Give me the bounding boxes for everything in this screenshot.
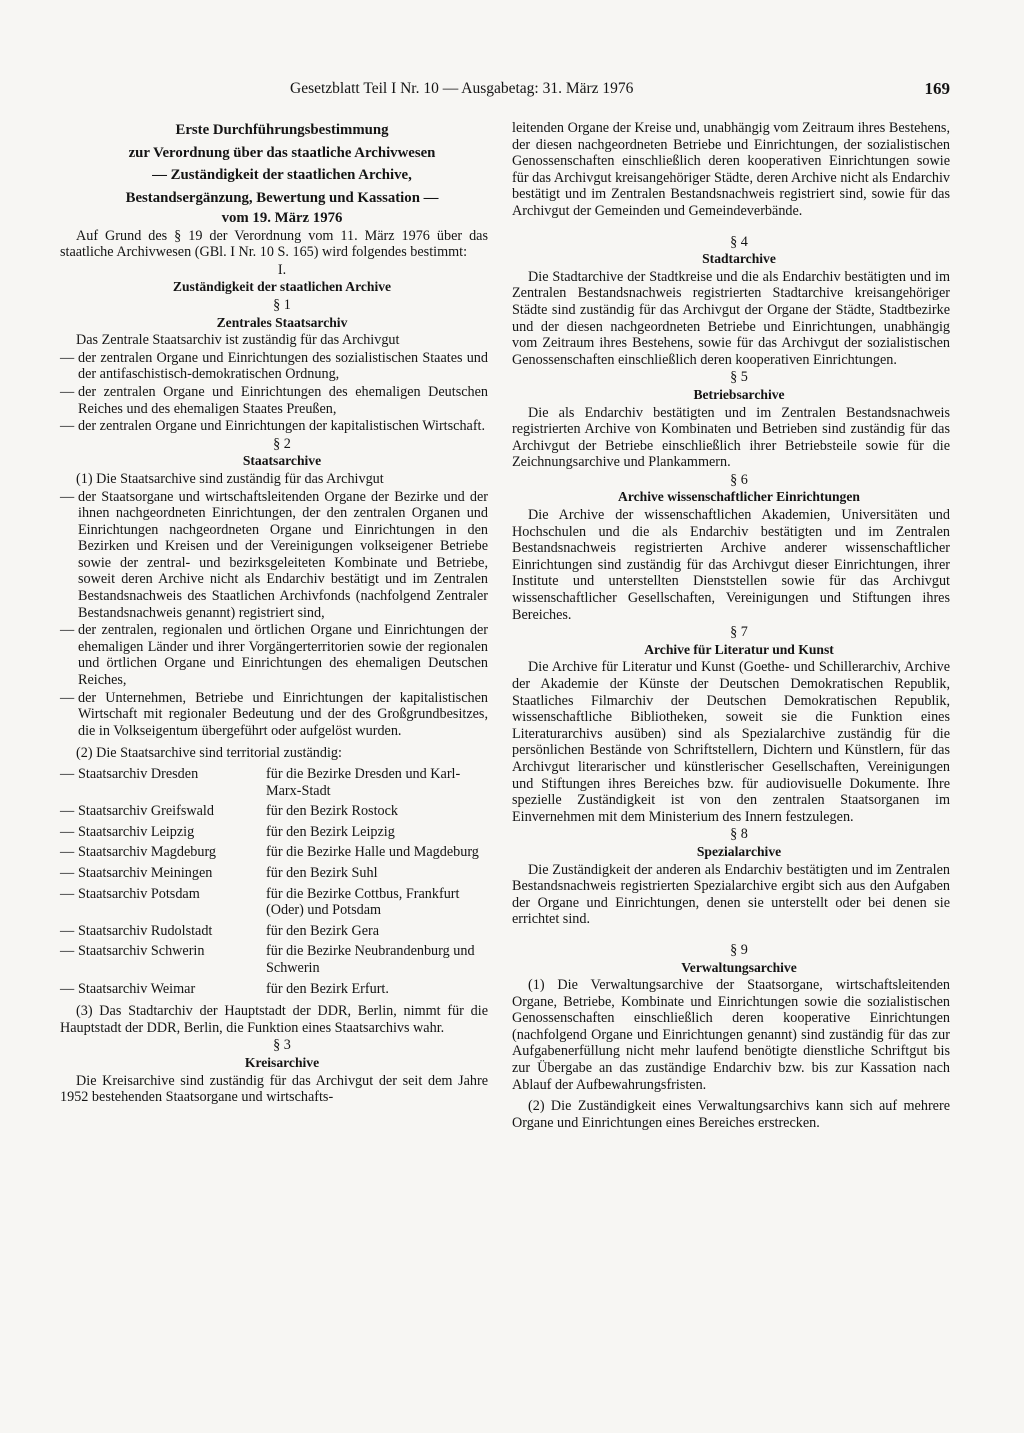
archive-row: — Staatsarchiv Potsdam für die Bezirke Cottbus, Frankfurt (Oder) und Potsdam [60,885,460,919]
section-9-title: Verwaltungsarchive [681,959,797,975]
archive-row: — Staatsarchiv Magdeburg für die Bezirke Halle und Magdeburg [60,844,479,861]
section-5-title: Betriebsarchive [693,386,785,402]
document-date: vom 19. März 1976 [221,210,343,226]
archive-list [60,766,488,997]
section-9-number: § 9 [730,941,748,958]
section-8-text: Die Zuständigkeit der anderen als Endarchiv bestätigten und im Zentralen Bestandsnachweis registrierten Spezialarchive ergibt sich aus den Aufgaben der Organe und Einrichtungen, denen sie unterstellt oder bei denen sie errichtet sind. [512,861,950,928]
section-6-title: Archive wissenschaftlicher Einrichtungen [618,489,860,505]
section-8-number: § 8 [730,826,748,843]
section-9-para-2: (2) Die Zuständigkeit eines Verwaltungsarchivs kann sich auf mehrere Organe und Einrichtungen eines Bereiches erstrecken. [512,1098,950,1131]
archive-row: — Staatsarchiv Dresden für die Bezirke Dresden und Karl-Marx-Stadt [60,766,461,799]
page-number: 169 [924,79,950,98]
archive-row: — Staatsarchiv Leipzig für den Bezirk Leipzig [60,823,395,840]
list-item: — der zentralen, regionalen und örtlichen Organe und Einrichtungen der ehemaligen Länder und ihrer Vorgängerterritorien sowie der regionalen und örtlichen Organe und Einrichtungen des ehemaligen Deutschen Reiches, [60,622,488,689]
part-number: I. [277,261,287,278]
section-1-number: § 1 [273,296,291,313]
list-item: — der Unternehmen, Betriebe und Einrichtungen der kapitalistischen Wirtschaft mit regionaler Bedeutung und der des Großgrundbesitzes, die in Volkseigentum übergeführt oder aufgelöst wurden. [60,689,488,739]
document-title-line-2: zur Verordnung über das staatliche Archivwesen [128,144,436,161]
section-5-text: Die als Endarchiv bestätigten und im Zentralen Bestandsnachweis registrierten Archive von Kombinaten und Betrieben sind zuständig für das Archivgut der Betriebe einschließlich ihrer Betriebsteile sowie für die Zeichnungsarchive und Plankammern. [512,404,950,471]
section-2-title: Staatsarchive [242,453,322,469]
archive-row: — Staatsarchiv Schwerin für die Bezirke Neubrandenburg und Schwerin [60,943,475,976]
left-column [60,120,488,1107]
document-title-line-4: Bestandsergänzung, Bewertung und Kassation — [125,189,439,206]
right-column [512,120,950,1132]
section-1-title: Zentrales Staatsarchiv [216,314,348,330]
section-7-title: Archive für Literatur und Kunst [644,641,834,657]
document-title-line-1: Erste Durchführungsbestimmung [175,122,389,138]
section-9-para-1: (1) Die Verwaltungsarchive der Staatsorgane, wirtschaftsleitenden Organe, Betriebe, Kombinate und Einrichtungen sowie die sozialistischen Genossenschaften einschließlich deren kooperative Einrichtungen (nachfolgend Organe und Einrichtungen genannt) sind zuständig für das zur Aufgabenerfüllung nicht mehr laufend benötigte dienstliche Schriftgut bis zur Übergabe an das zuständige Endarchiv bzw. bis zur Kassation nach Ablauf der Aufbewahrungsfristen. [512,977,950,1093]
section-4-text: Die Stadtarchive der Stadtkreise und die als Endarchiv bestätigten und im Zentralen Bestandsnachweis registrierten Stadtarchive kreisangehöriger Städte sind zuständig für das Archivgut der Organe der Städte, Stadtbezirke und der diesen nachgeordneten Betriebe und Einrichtungen, unabhängig vom Zeitraum ihres Bestehens, sowie für das Archivgut der sozialistischen Genossenschaften einschließlich deren kooperativen Einrichtungen. [512,268,950,368]
list-item: — der zentralen Organe und Einrichtungen des ehemaligen Deutschen Reiches und des ehemaligen Staates Preußen, [60,383,488,417]
section-3-text-start: Die Kreisarchive sind zuständig für das Archivgut der seit dem Jahre 1952 bestehenden Staatsorgane und wirtschafts- [60,1072,488,1106]
section-2-para-1: (1) Die Staatsarchive sind zuständig für das Archivgut [76,470,384,487]
archive-row: — Staatsarchiv Rudolstadt für den Bezirk Gera [60,922,380,939]
intro-paragraph: Auf Grund des § 19 der Verordnung vom 11. März 1976 über das staatliche Archivwesen (GBl. I Nr. 10 S. 165) wird folgendes bestimmt: [60,227,488,261]
section-6-text: Die Archive der wissenschaftlichen Akademien, Universitäten und Hochschulen und die als Endarchiv bestätigten und im Zentralen Bestandsnachweis registrierten Archive anderer wissenschaftlicher Einrichtungen sind zuständig für das Archivgut dieser Einrichtungen, ihrer Institute und unterstellten Dienststellen sowie für das Archivgut wissenschaftlicher Gesellschaften, Vereinigungen und Stiftungen ihres Bereiches. [512,507,950,623]
section-3-text-continued: leitenden Organe der Kreise und, unabhängig vom Zeitraum ihres Bestehens, der diesen nachgeordneten Betriebe und Einrichtungen, der sozialistischen Genossenschaften einschließlich deren kooperativen Einrichtungen sowie für das Archivgut kreisangehöriger Städte, deren Archive nicht als Endarchiv bestätigt und im Zentralen Bestandsnachweis registriert sind, sowie für das Archivgut der Gemeinden und Gemeindeverbände. [512,120,950,219]
list-item: — der zentralen Organe und Einrichtungen des sozialistischen Staates und der antifaschistisch-demokratischen Ordnung, [60,349,488,383]
document-title-line-3: — Zuständigkeit der staatlichen Archive, [152,167,412,183]
section-2-para-3: (3) Das Stadtarchiv der Hauptstadt der DDR, Berlin, nimmt für die Hauptstadt der DDR, Berlin, die Funktion eines Staatsarchivs wahr. [60,1003,488,1036]
section-4-title: Stadtarchive [702,251,776,267]
archive-row: — Staatsarchiv Meiningen für den Bezirk Suhl [60,864,378,881]
section-7-number: § 7 [730,624,748,641]
header-line: Gesetzblatt Teil I Nr. 10 — Ausgabetag: 31. März 1976 [290,80,634,97]
archive-row: — Staatsarchiv Greifswald für den Bezirk Rostock [60,803,398,820]
section-2-para-2: (2) Die Staatsarchive sind territorial zuständig: [76,745,342,762]
page-header [290,80,950,104]
section-7-text: Die Archive für Literatur und Kunst (Goethe- und Schillerarchiv, Archive der Akademie der Künste der Deutschen Demokratischen Republik, Staatliches Filmarchiv der Deutschen Demokratischen Republik, wissenschaftliche Bibliotheken, soweit sie die Funktion eines Literaturarchivs ausüben) sind als Spezialarchive zuständig für die persönlichen Bestände von Schriftstellern, Dichtern und Künstlern, für das Archivgut literarischer und künstlerischer Gesellschaften, Vereinigungen und Stiftungen ihres Bereiches bzw. für audiovisuelle Dokumente. Ihre spezielle Zuständigkeit ist von den zentralen Staatsorganen im Einvernehmen mit dem Ministerium des Innern festzulegen. [512,659,950,825]
archive-row: — Staatsarchiv Weimar für den Bezirk Erfurt. [60,980,389,997]
section-6-number: § 6 [730,471,748,488]
section-1-lead: Das Zentrale Staatsarchiv ist zuständig für das Archivgut [76,332,400,349]
part-title: Zuständigkeit der staatlichen Archive [172,279,392,295]
section-5-number: § 5 [730,369,748,386]
section-8-title: Spezialarchive [696,843,782,859]
section-2-number: § 2 [273,435,291,452]
list-item: — der Staatsorgane und wirtschaftsleitenden Organe der Bezirke und der ihnen nachgeordneten Einrichtungen, der den zentralen Organen und Einrichtungen nachgeordneten Organe und Einrichtungen in den Bezirken und Kreisen und der Vereinigungen volkseigener Betriebe sowie der zentral- und bezirksgeleiteten Kombinate und Betriebe, soweit deren Archive nicht als Endarchiv bestätigt und im Zentralen Bestandsnachweis des Staatlichen Archivfonds (nachfolgend Zentraler Bestandsnachweis genannt) registriert sind, [60,488,488,621]
section-4-number: § 4 [730,233,748,250]
section-3-title: Kreisarchive [244,1054,320,1070]
list-item: — der zentralen Organe und Einrichtungen der kapitalistischen Wirtschaft. [60,418,486,435]
section-3-number: § 3 [273,1037,291,1054]
